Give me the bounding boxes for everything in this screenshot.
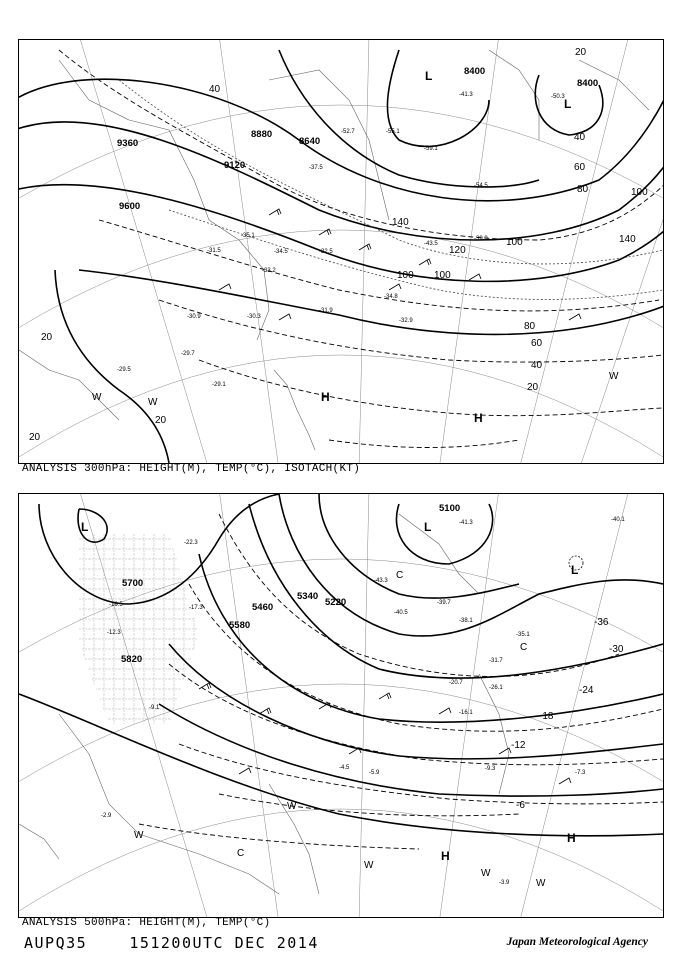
isotach-label: 120 [449, 245, 466, 256]
map-panel-500hpa [18, 493, 664, 918]
height-label: 5580 [229, 620, 251, 631]
wind-barbs [199, 683, 571, 784]
warm-marker: W [536, 878, 546, 889]
temp-value: -32.5 [319, 249, 333, 255]
warm-marker: W [609, 371, 619, 382]
isotherm-label: -12 [511, 740, 526, 751]
isotach-label: 40 [209, 84, 221, 95]
temp-value: -31.5 [207, 248, 221, 254]
temp-value: -35.1 [241, 233, 255, 239]
temp-value: -16.1 [459, 710, 473, 716]
cold-marker: C [520, 642, 528, 653]
panel-500hpa-caption: ANALYSIS 500hPa: HEIGHT(M), TEMP(°C) [22, 917, 271, 929]
map-500hpa [19, 494, 663, 917]
temp-value: -52.7 [341, 129, 355, 135]
isotach-label: 40 [531, 360, 543, 371]
temp-value: -34.5 [274, 249, 288, 255]
isotach-label: 40 [574, 132, 586, 143]
low-center-symbol: L [425, 69, 433, 83]
height-label: 5820 [121, 654, 143, 665]
isotherm-label: -36 [594, 617, 609, 628]
temp-value: -39.9 [474, 236, 488, 242]
warm-marker: W [148, 397, 158, 408]
height-label: 5220 [325, 597, 347, 608]
temp-value: -55.1 [386, 129, 400, 135]
isotach-label: 100 [434, 270, 451, 281]
isotach-label: 60 [574, 162, 586, 173]
temp-value: -34.8 [384, 294, 398, 300]
isotherm-label: -24 [579, 685, 594, 696]
temp-value: -39.7 [437, 600, 451, 606]
temp-value: -41.3 [459, 92, 473, 98]
isotherm-label: -30 [609, 644, 624, 655]
isotach-label: 20 [575, 47, 587, 58]
isotach-label: 80 [577, 184, 589, 195]
isotach-label: 100 [397, 270, 414, 281]
height-label: 5700 [122, 578, 144, 589]
isotach-label: 100 [631, 187, 648, 198]
high-center-symbol: H [321, 390, 330, 404]
temp-value: -38.1 [459, 618, 473, 624]
temp-value: -29.5 [117, 367, 131, 373]
height-label: 5340 [297, 591, 319, 602]
isotherms [139, 514, 663, 849]
valid-time: 151200UTC DEC 2014 [129, 934, 319, 952]
temp-value: -12.3 [107, 630, 121, 636]
height-label: 9120 [224, 160, 246, 171]
temp-value: -40.1 [611, 517, 625, 523]
height-label: 8880 [251, 129, 273, 140]
warm-marker: W [364, 860, 374, 871]
temp-value: -5.9 [369, 770, 380, 776]
coastlines [19, 50, 649, 450]
height-label: 8400 [464, 66, 486, 77]
panel-300hpa-caption: ANALYSIS 300hPa: HEIGHT(M), TEMP(°C), ISOTACH(KT) [22, 463, 361, 475]
temp-value: -35.1 [516, 632, 530, 638]
height-label: 9360 [117, 138, 139, 149]
temp-value: -31.7 [489, 658, 503, 664]
low-center-symbol: L [81, 520, 89, 534]
isotherm-label: -6 [516, 800, 525, 811]
temp-value: -33.2 [262, 268, 276, 274]
temp-value: -7.3 [575, 770, 586, 776]
temp-value: -20.7 [449, 680, 463, 686]
temp-value: -43.5 [424, 241, 438, 247]
temp-value: -16.5 [109, 602, 123, 608]
temp-value: -37.5 [309, 165, 323, 171]
temp-value: -9.1 [149, 705, 160, 711]
temp-value: -4.5 [339, 765, 350, 771]
height-label: 8400 [577, 78, 599, 89]
isotherm-label: -18 [539, 711, 554, 722]
temp-value: -31.9 [319, 308, 333, 314]
chart-code: AUPQ35 [24, 934, 88, 952]
isotach-label: 100 [506, 237, 523, 248]
warm-marker: W [92, 392, 102, 403]
temp-value: -3.9 [499, 880, 510, 886]
isotach-labels [29, 47, 648, 443]
low-center-symbol: L [571, 563, 579, 577]
temp-value: -41.3 [459, 520, 473, 526]
height-labels [117, 66, 598, 212]
isotach-label: 20 [527, 382, 539, 393]
temp-value: -29.1 [212, 382, 226, 388]
isotach-label: 20 [29, 432, 41, 443]
warm-marker: W [481, 868, 491, 879]
temp-value: -59.1 [424, 146, 438, 152]
warm-marker: W [287, 801, 297, 812]
isotach-label: 140 [619, 234, 636, 245]
height-contours [19, 50, 663, 463]
warm-marker: W [134, 830, 144, 841]
high-center-symbol: H [441, 849, 450, 863]
isotach-label: 80 [524, 321, 536, 332]
temp-value: -2.9 [101, 813, 112, 819]
temp-value: -32.9 [399, 318, 413, 324]
isotach-label: 60 [531, 338, 543, 349]
temp-value: -40.5 [394, 610, 408, 616]
chart-identifier [24, 934, 319, 952]
cold-marker: C [237, 848, 245, 859]
isotherm-labels [511, 617, 624, 811]
isotach-label: 20 [41, 332, 53, 343]
isotach-label: 140 [392, 217, 409, 228]
temp-value: -26.1 [489, 685, 503, 691]
height-label: 8640 [299, 136, 321, 147]
temp-value: -22.3 [184, 540, 198, 546]
height-label: 5460 [252, 602, 274, 613]
low-center-symbol: L [424, 520, 432, 534]
temp-value: -30.3 [247, 314, 261, 320]
temp-value: -50.3 [551, 94, 565, 100]
high-center-symbol: H [474, 411, 483, 425]
pressure-centers [321, 69, 571, 425]
temp-value: -43.3 [374, 578, 388, 584]
temp-value: -17.3 [189, 605, 203, 611]
map-panel-300hpa [18, 39, 664, 464]
isotach-label: 20 [155, 415, 167, 426]
height-label: 9600 [119, 201, 141, 212]
warm-markers [92, 371, 619, 408]
high-center-symbol: H [567, 831, 576, 845]
temp-value: -30.9 [187, 314, 201, 320]
low-center-symbol: L [564, 97, 572, 111]
cold-marker: C [396, 570, 404, 581]
agency-credit: Japan Meteorological Agency [506, 936, 648, 948]
height-label: 5100 [439, 503, 461, 514]
terrain-mask [79, 534, 199, 724]
temp-value: -29.7 [181, 351, 195, 357]
temp-value: -54.5 [474, 183, 488, 189]
temp-value: -9.3 [485, 766, 496, 772]
map-300hpa [19, 40, 663, 463]
